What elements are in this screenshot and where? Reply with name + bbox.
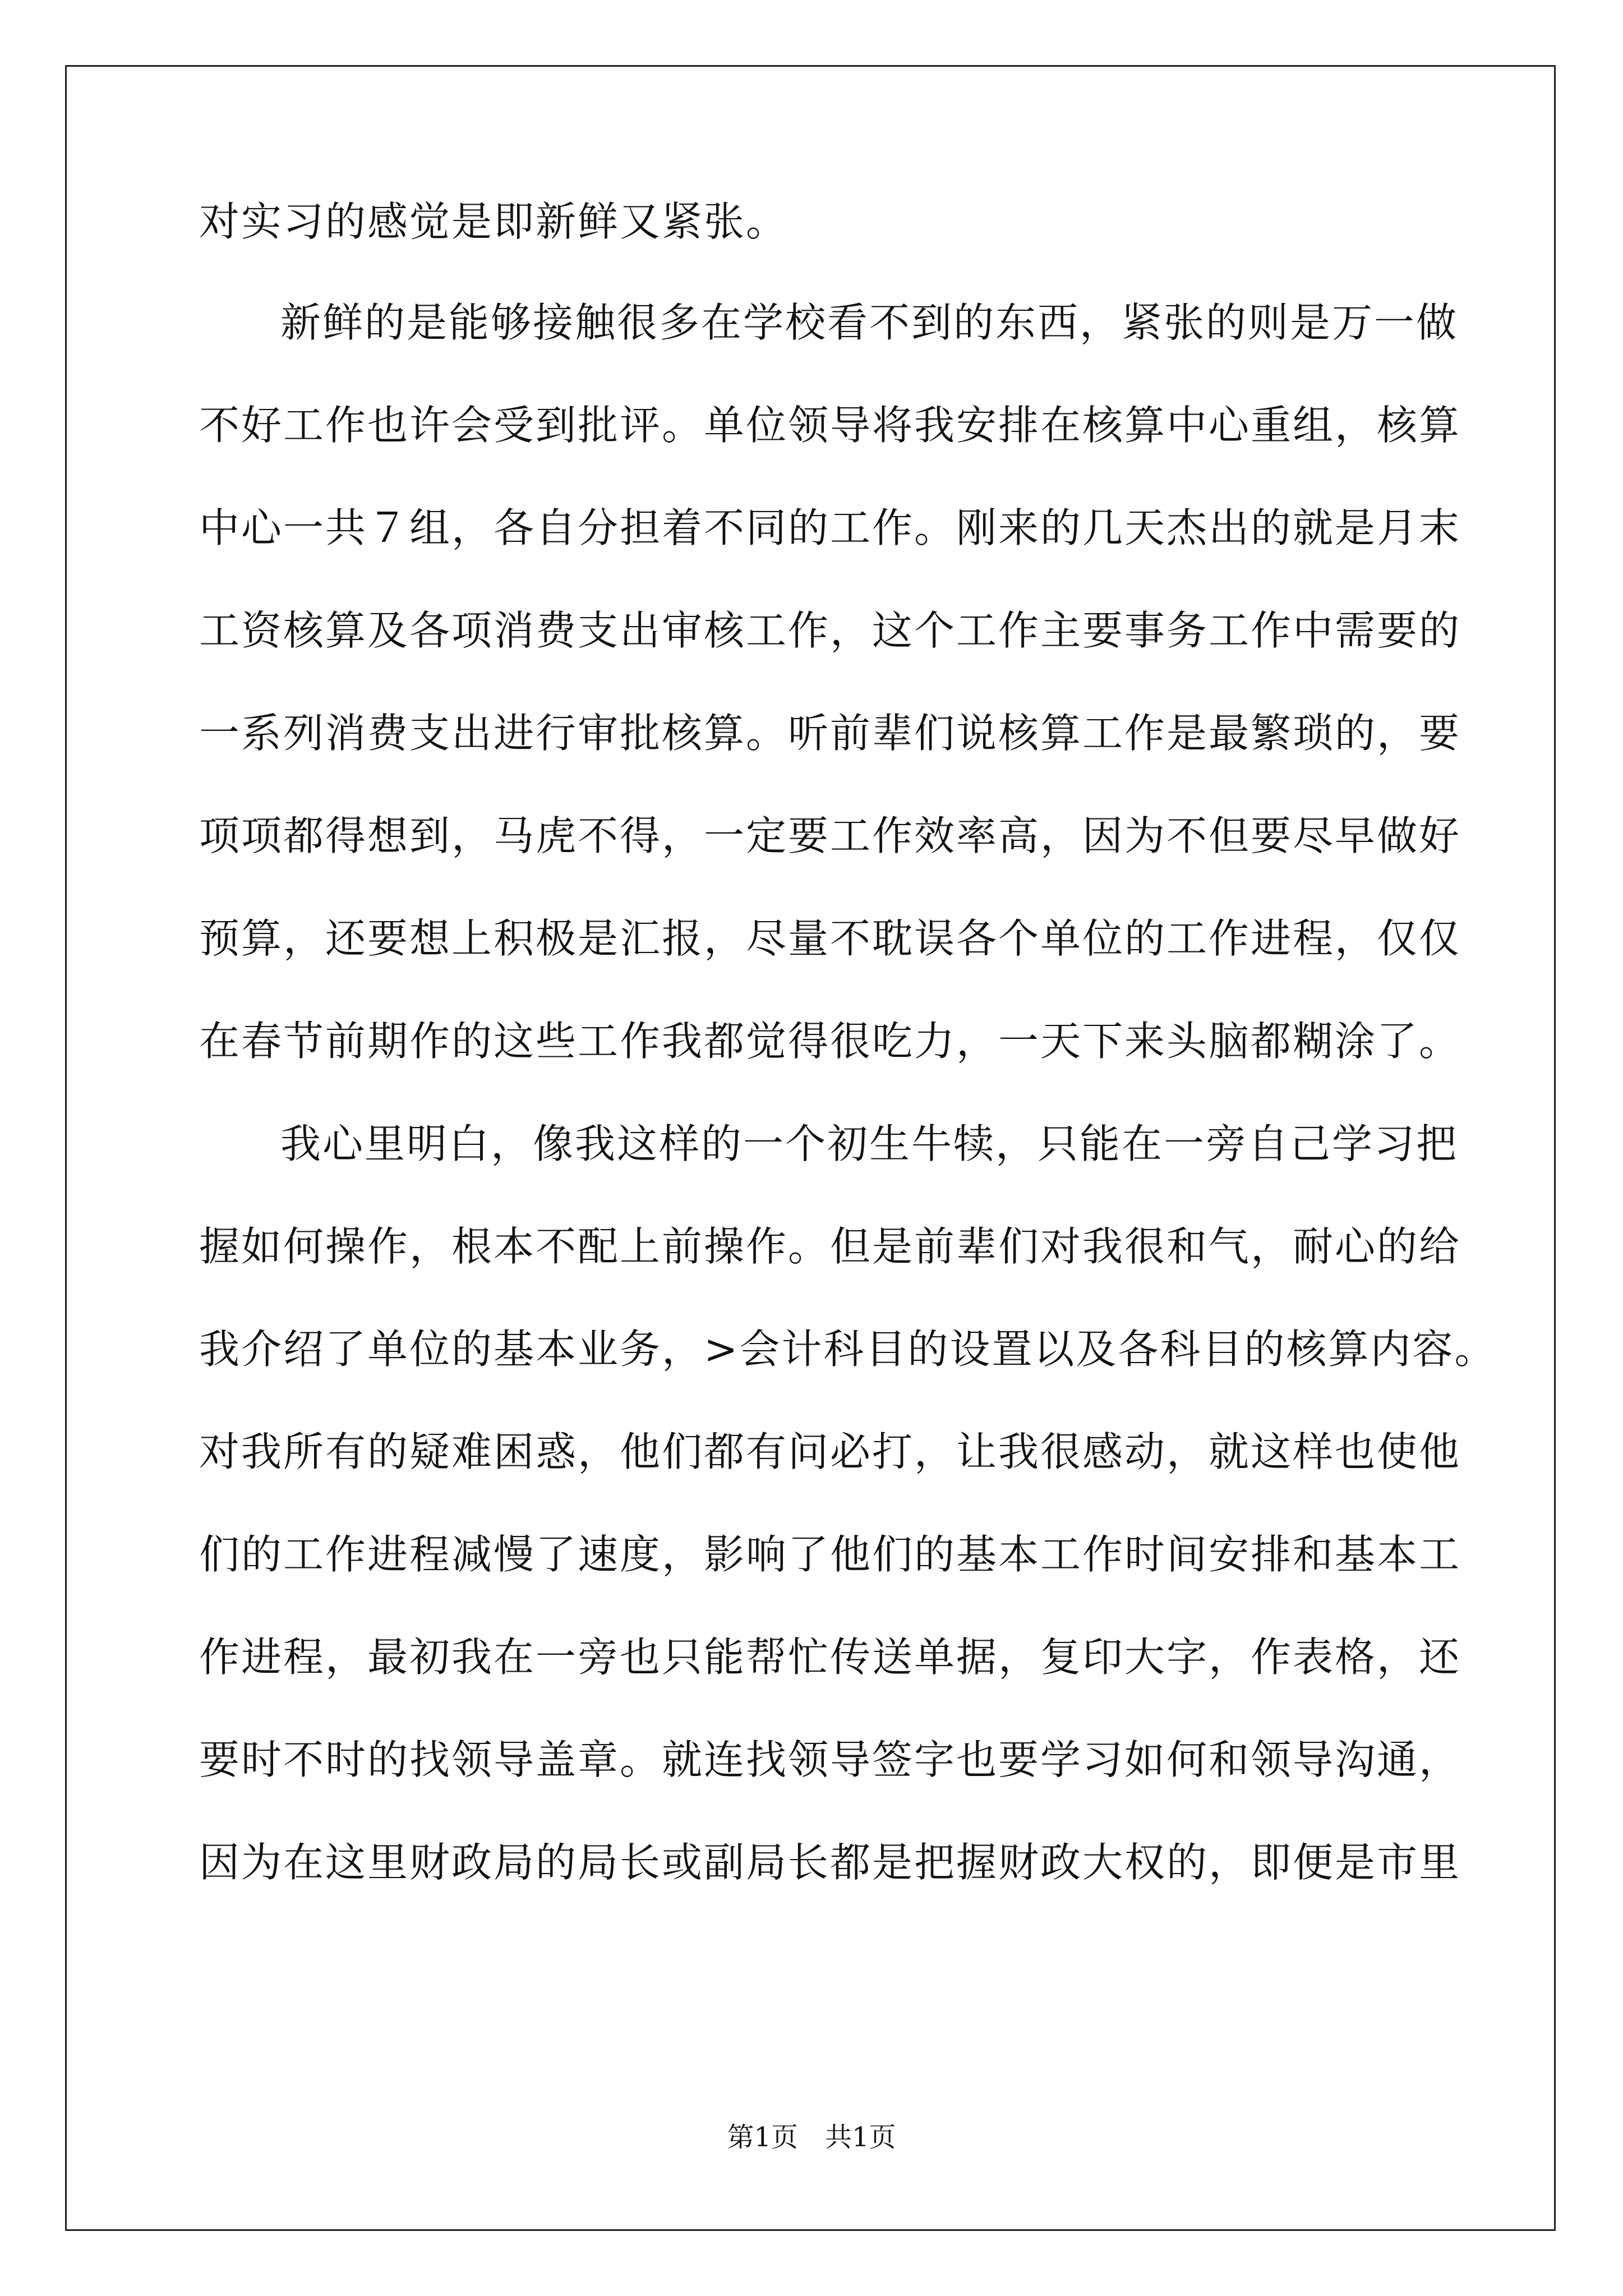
text-line-1: 对实习的感觉是即新鲜又紧张。 (199, 198, 789, 245)
text-line-2: 新鲜的是能够接触很多在学校看不到的东西，紧张的则是万一做 (280, 299, 1459, 346)
text-line-6: 一系列消费支出进行审批核算。听前辈们说核算工作是最繁琐的，要 (199, 710, 1461, 757)
text-line-4: 中心一共７组，各自分担着不同的工作。刚来的几天杰出的就是月末 (199, 504, 1461, 551)
text-line-12: 我介绍了单位的基本业务，>会计科目的设置以及各科目的核算内容。 (199, 1326, 1497, 1373)
text-line-3: 不好工作也许会受到批评。单位领导将我安排在核算中心重组，核算 (199, 402, 1461, 449)
text-line-8: 预算，还要想上积极是汇报，尽量不耽误各个单位的工作进程，仅仅 (199, 915, 1461, 962)
text-line-10: 我心里明白，像我这样的一个初生牛犊，只能在一旁自己学习把 (280, 1120, 1459, 1167)
text-line-16: 要时不时的找领导盖章。就连找领导签字也要学习如何和领导沟通， (199, 1736, 1461, 1783)
text-line-17: 因为在这里财政局的局长或副局长都是把握财政大权的，即便是市里 (199, 1839, 1461, 1886)
text-line-13: 对我所有的疑难困惑，他们都有问必打，让我很感动，就这样也使他 (199, 1428, 1461, 1475)
text-line-5: 工资核算及各项消费支出审核工作，这个工作主要事务工作中需要的 (199, 607, 1461, 654)
text-line-7: 项项都得想到，马虎不得，一定要工作效率高，因为不但要尽早做好 (199, 812, 1461, 859)
text-line-15: 作进程，最初我在一旁也只能帮忙传送单据，复印大字，作表格，还 (199, 1634, 1461, 1681)
text-line-14: 们的工作进程减慢了速度，影响了他们的基本工作时间安排和基本工 (199, 1531, 1461, 1578)
text-line-9: 在春节前期作的这些工作我都觉得很吃力，一天下来头脑都糊涂了。 (199, 1018, 1461, 1065)
page-footer: 第1页 共1页 (727, 2122, 896, 2153)
text-line-11: 握如何操作，根本不配上前操作。但是前辈们对我很和气，耐心的给 (199, 1223, 1461, 1270)
